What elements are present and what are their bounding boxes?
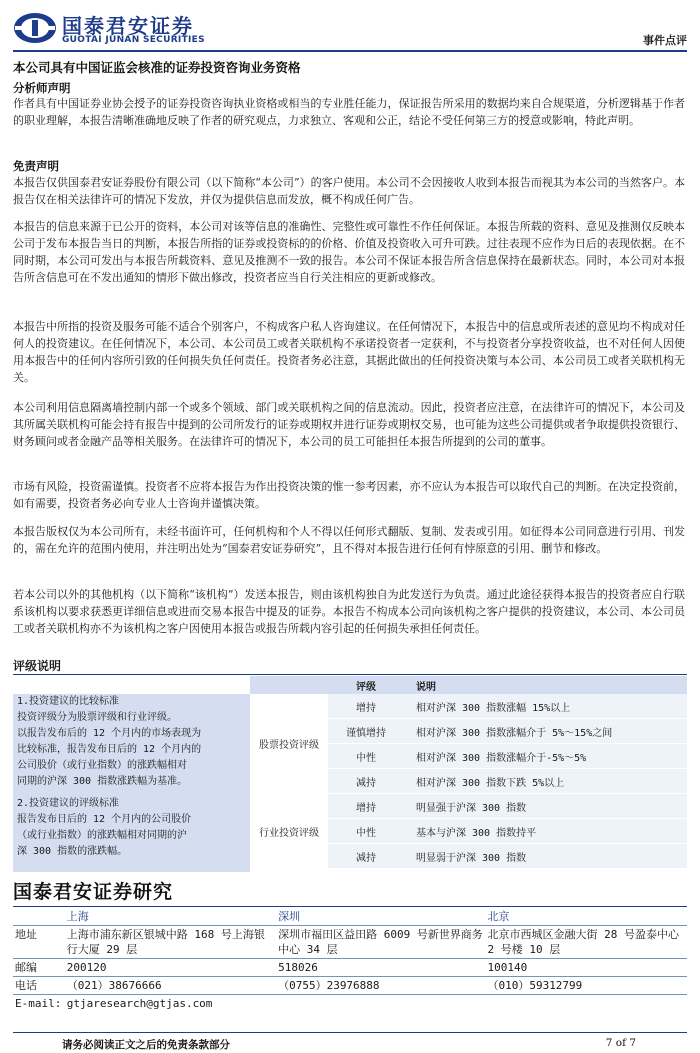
criteria-line: （或行业指数）的涨跌幅相对同期的沪 bbox=[17, 830, 187, 841]
rating-level: 减持 bbox=[328, 769, 404, 794]
disclaimer-heading: 免责声明 bbox=[13, 159, 59, 173]
criteria-line: 比较标准，报告发布日后的 12 个月内的 bbox=[17, 744, 202, 755]
page-header bbox=[0, 0, 700, 52]
header-blank-cell bbox=[250, 676, 328, 694]
blank-cell bbox=[13, 908, 65, 926]
rating-level: 中性 bbox=[328, 819, 404, 844]
zip-row bbox=[13, 959, 687, 977]
rating-table-header bbox=[250, 676, 687, 694]
zip-label: 邮编 bbox=[13, 959, 65, 977]
rating-desc: 基本与沪深 300 指数持平 bbox=[404, 819, 687, 844]
address-label: 地址 bbox=[13, 926, 65, 959]
contact-table bbox=[13, 908, 687, 1012]
email-row bbox=[13, 995, 687, 1013]
disclaimer-paragraph: 若本公司以外的其他机构（以下简称“该机构”）发送本报告，则由该机构独自为此发送行为负责。通过此途径获得本报告的投资者应自行联系该机构以要求获悉更详细信息或进而交易本报告中提及的证券。本报告不构成本公司向该机构之客户提供的投资建议，本公司、本公司员工或者关联机构亦不为该机构之客户因使用本报告或报告所载内容引起的任何损失承担任何责任。 bbox=[13, 588, 685, 635]
zip-shanghai: 200120 bbox=[65, 959, 276, 977]
rating-level: 中性 bbox=[328, 744, 404, 769]
header-divider bbox=[13, 50, 687, 52]
criteria-line: 以报告发布后的 12 个月内的市场表现为 bbox=[17, 728, 202, 739]
rating-desc: 相对沪深 300 指数涨幅介于-5%～5% bbox=[404, 744, 687, 769]
col-level-header: 评级 bbox=[328, 676, 404, 694]
criteria-line: 投资评级分为股票评级和行业评级。 bbox=[17, 712, 177, 723]
rating-desc: 明显弱于沪深 300 指数 bbox=[404, 844, 687, 869]
email-address[interactable]: gtjaresearch@gtjas.com bbox=[65, 995, 687, 1013]
disclaimer-paragraph: 本报告仅供国泰君安证券股份有限公司（以下简称“本公司”）的客户使用。本公司不会因接收人收到本报告而视其为本公司的当然客户。本报告仅在相关法律许可的情况下发放，并仅为提供信息而发放，概不构成任何广告。 bbox=[13, 176, 685, 206]
phone-shenzhen: （0755）23976888 bbox=[276, 977, 485, 995]
city-shanghai: 上海 bbox=[66, 910, 89, 923]
address-beijing: 北京市西城区金融大街 28 号盈泰中心 2 号楼 10 层 bbox=[485, 926, 687, 959]
criteria-line: 公司股价（或行业指数）的涨跌幅相对 bbox=[17, 760, 187, 771]
phone-beijing: （010）59312799 bbox=[485, 977, 687, 995]
disclaimer-paragraph: 本报告版权仅为本公司所有，未经书面许可，任何机构和个人不得以任何形式翻版、复制、发表或引用。如征得本公司同意进行引用、刊发的，需在允许的范围内使用，并注明出处为“国泰君安证券研究”，且不得对本报告进行任何有悖原意的引用、删节和修改。 bbox=[13, 525, 685, 555]
footer-disclaimer-note: 请务必阅读正文之后的免责条款部分 bbox=[62, 1039, 230, 1051]
address-shenzhen: 深圳市福田区益田路 6009 号新世界商务中心 34 层 bbox=[276, 926, 485, 959]
criteria-line: 1.投资建议的比较标准 bbox=[17, 696, 120, 707]
table-row bbox=[250, 794, 687, 819]
email-label: E-mail: bbox=[13, 995, 65, 1013]
qualification-title: 本公司具有中国证监会核准的证券投资咨询业务资格 bbox=[13, 60, 301, 75]
report-type-label: 事件点评 bbox=[643, 34, 687, 47]
logo-chinese-name: 国泰君安证券 bbox=[62, 14, 194, 38]
rating-divider bbox=[13, 674, 687, 675]
criteria-line: 深 300 指数的涨跌幅。 bbox=[17, 846, 128, 857]
phone-label: 电话 bbox=[13, 977, 65, 995]
rating-desc: 相对沪深 300 指数涨幅 15%以上 bbox=[404, 694, 687, 719]
phone-row bbox=[13, 977, 687, 995]
stock-rating-category: 股票投资评级 bbox=[250, 694, 328, 794]
research-institute-title: 国泰君安证券研究 bbox=[13, 881, 174, 903]
research-divider bbox=[13, 906, 687, 907]
city-shenzhen: 深圳 bbox=[278, 910, 301, 923]
rating-level: 增持 bbox=[328, 694, 404, 719]
phone-shanghai: （021）38676666 bbox=[65, 977, 276, 995]
logo-english-name: GUOTAI JUNAN SECURITIES bbox=[62, 35, 205, 45]
zip-shenzhen: 518026 bbox=[276, 959, 485, 977]
disclaimer-paragraph: 本公司利用信息隔离墙控制内部一个或多个领域、部门或关联机构之间的信息流动。因此，投资者应注意，在法律许可的情况下，本公司及其所属关联机构可能会持有报告中提到的公司所发行的证券或期权并进行证券或期权交易，也可能为这些公司提供或者争取提供投资银行、财务顾问或者金融产品等相关服务。在法律许可的情况下，本公司的员工可能担任本报告所提到的公司的董事。 bbox=[13, 401, 685, 448]
rating-criteria-box bbox=[13, 694, 250, 872]
zip-beijing: 100140 bbox=[485, 959, 687, 977]
page-number: 7 of 7 bbox=[605, 1037, 636, 1049]
industry-rating-category: 行业投资评级 bbox=[250, 794, 328, 869]
criteria-line: 同期的沪深 300 指数涨跌幅为基准。 bbox=[17, 776, 188, 787]
disclaimer-paragraph: 市场有风险，投资需谨慎。投资者不应将本报告为作出投资决策的惟一参考因素，亦不应认为本报告可以取代自己的判断。在决定投资前，如有需要，投资者务必向专业人士咨询并谨慎决策。 bbox=[13, 480, 685, 510]
rating-description-heading: 评级说明 bbox=[13, 659, 62, 673]
city-beijing: 北京 bbox=[487, 910, 510, 923]
city-row bbox=[13, 908, 687, 926]
rating-level: 增持 bbox=[328, 794, 404, 819]
rating-level: 谨慎增持 bbox=[328, 719, 404, 744]
disclaimer-paragraph: 本报告中所指的投资及服务可能不适合个别客户，不构成客户私人咨询建议。在任何情况下，本报告中的信息或所表述的意见均不构成对任何人的投资建议。在任何情况下，本公司、本公司员工或者关联机构不承诺投资者一定获利，不与投资者分享投资收益，也不对任何人因使用本报告中的任何内容所引致的任何损失负任何责任。投资者务必注意，其据此做出的任何投资决策与本公司、本公司员工或者关联机构无关。 bbox=[13, 320, 685, 384]
disclaimer-paragraph: 本报告的信息来源于已公开的资料，本公司对该等信息的准确性、完整性或可靠性不作任何保证。本报告所载的资料、意见及推测仅反映本公司于发布本报告当日的判断，本报告所指的证券或投资标的的价格、价值及投资收入可升可跌。过往表现不应作为日后的表现依据。在不同时期，本公司可发出与本报告所载资料、意见及推测不一致的报告。本公司不保证本报告所含信息保持在最新状态。同时，本公司对本报告所含信息可在不发出通知的情形下做出修改，投资者应当自行关注相应的更新或修改。 bbox=[13, 220, 685, 284]
rating-table bbox=[250, 676, 687, 869]
rating-desc: 相对沪深 300 指数下跌 5%以上 bbox=[404, 769, 687, 794]
rating-desc: 相对沪深 300 指数涨幅介于 5%～15%之间 bbox=[404, 719, 687, 744]
guotai-junan-logo-icon bbox=[13, 12, 57, 44]
col-desc-header: 说明 bbox=[404, 676, 687, 694]
rating-level: 减持 bbox=[328, 844, 404, 869]
analyst-statement-text: 作者具有中国证券业协会授予的证券投资咨询执业资格或相当的专业胜任能力，保证报告所采用的数据均来自合规渠道，分析逻辑基于作者的职业理解，本报告清晰准确地反映了作者的研究观点，力求独立、客观和公正，结论不受任何第三方的授意或影响，特此声明。 bbox=[13, 97, 685, 127]
footer-divider bbox=[13, 1032, 687, 1033]
address-row bbox=[13, 926, 687, 959]
criteria-line: 2.投资建议的评级标准 bbox=[17, 798, 120, 809]
rating-desc: 明显强于沪深 300 指数 bbox=[404, 794, 687, 819]
criteria-line: 报告发布日后的 12 个月内的公司股价 bbox=[17, 814, 192, 825]
analyst-statement-heading: 分析师声明 bbox=[13, 81, 71, 95]
table-row bbox=[250, 694, 687, 719]
address-shanghai: 上海市浦东新区银城中路 168 号上海银行大厦 29 层 bbox=[65, 926, 276, 959]
